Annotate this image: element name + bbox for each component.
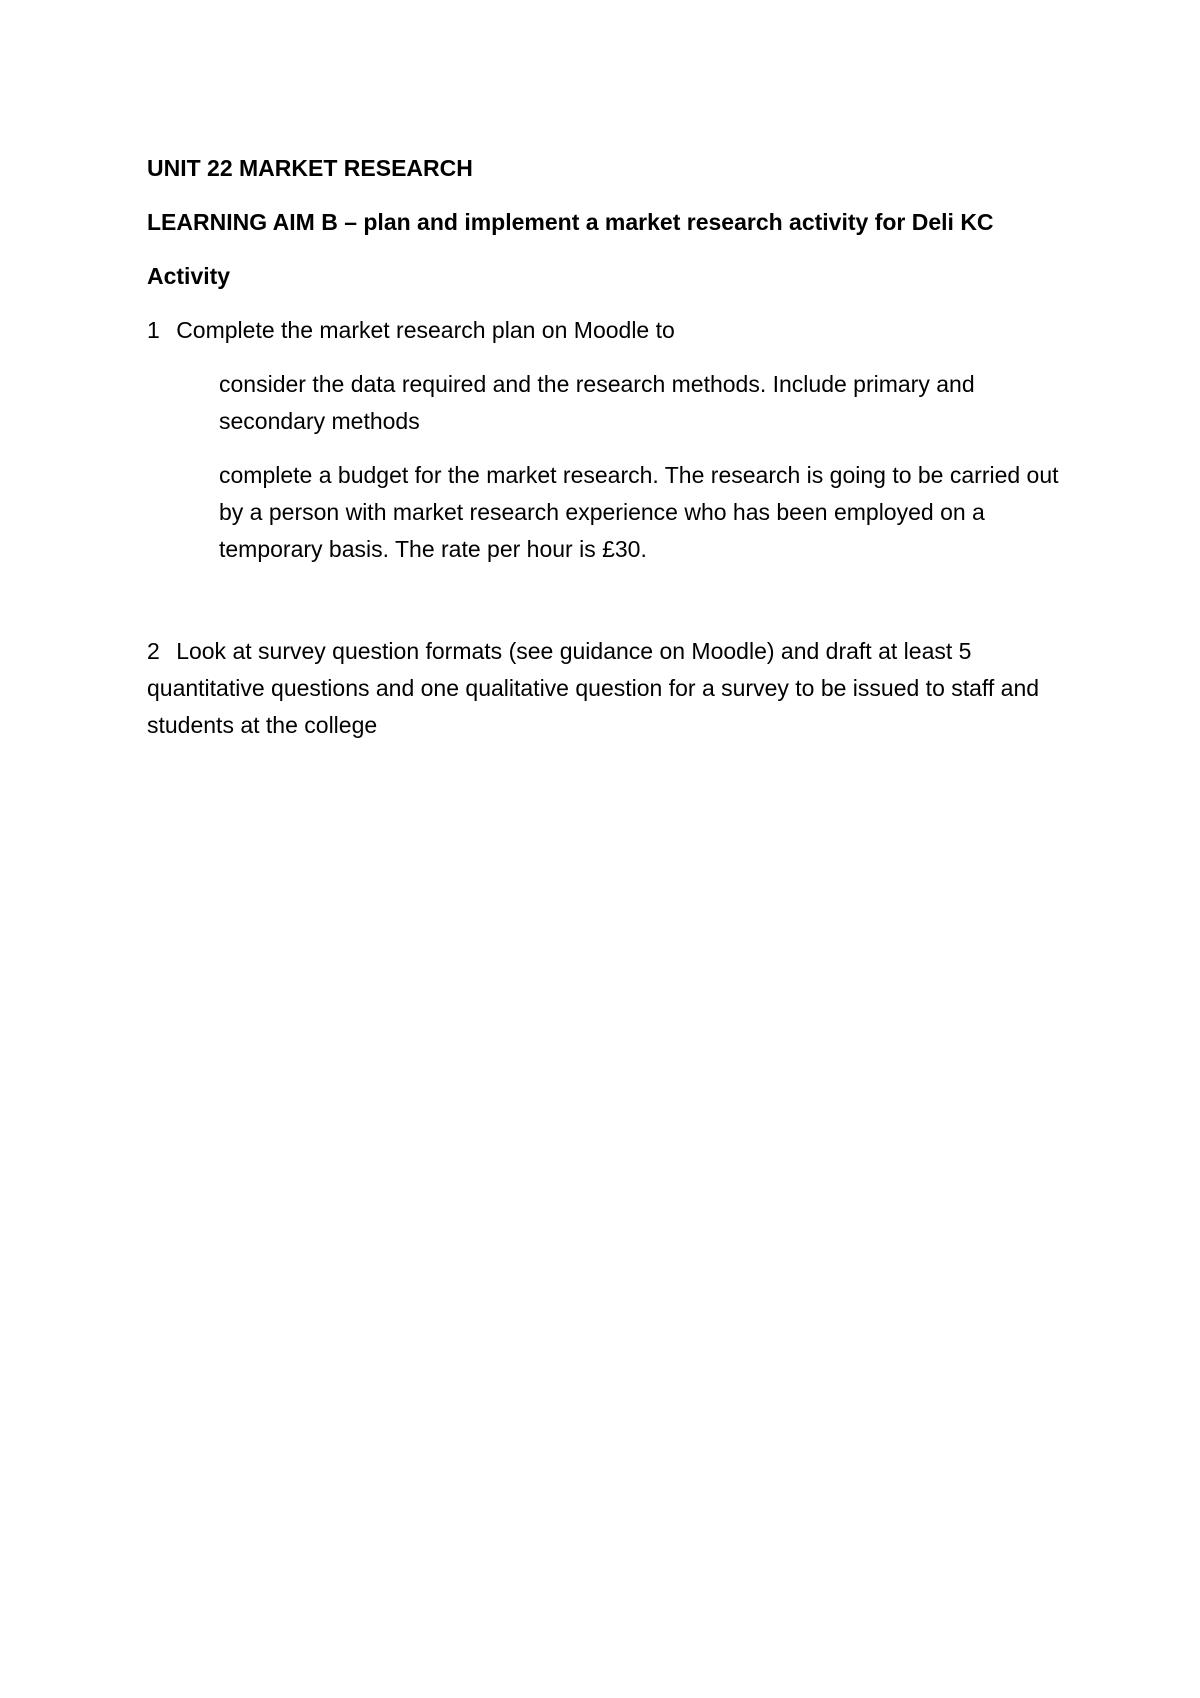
document-body (147, 150, 1077, 761)
activity-item-2-number: 2 (147, 638, 160, 664)
document-title: UNIT 22 MARKET RESEARCH (147, 155, 473, 181)
activity-heading: Activity (147, 263, 231, 289)
activity-item-1-subitem-2: complete a budget for the market research. The research is going to be carried out by a person with market research experience who has been employed on a temporary basis. The rate per hour is £30. (219, 462, 1059, 562)
activity-item-1 (147, 312, 1077, 349)
activity-item-2-text: Look at survey question formats (see guidance on Moodle) and draft at least 5 quantitative questions and one qualitative question for a survey to be issued to staff and students at the college (147, 638, 1040, 738)
activity-item-2 (147, 633, 1077, 744)
spacer (147, 585, 1077, 633)
activity-item-1-subitem-1: consider the data required and the research methods. Include primary and secondary methods (219, 371, 975, 434)
learning-aim-heading: LEARNING AIM B – plan and implement a market research activity for Deli KC (147, 209, 994, 235)
activity-item-1-text: Complete the market research plan on Moodle to (176, 317, 675, 343)
activity-item-1-number: 1 (147, 317, 160, 343)
